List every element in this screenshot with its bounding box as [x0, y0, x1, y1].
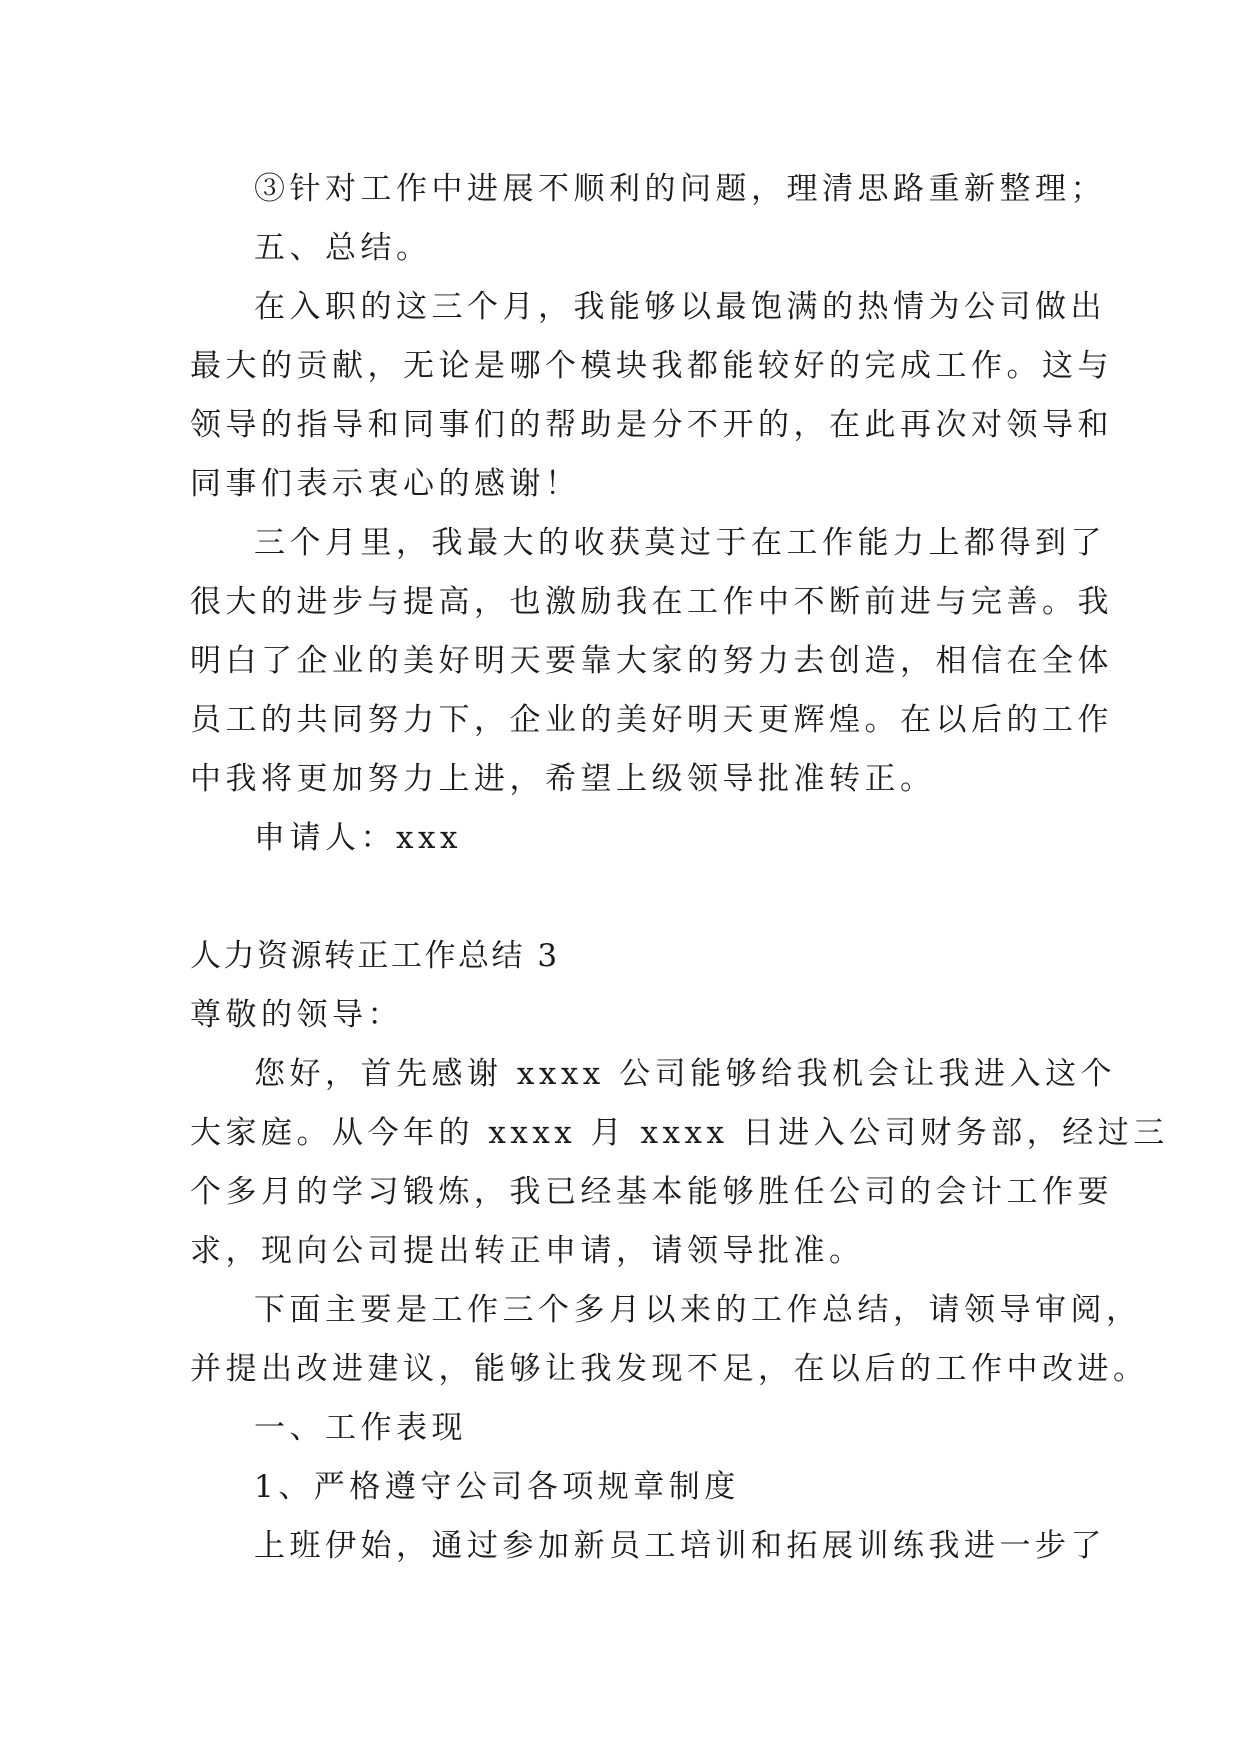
paragraph-line: 三个月里，我最大的收获莫过于在工作能力上都得到了 [254, 525, 1106, 561]
document-body [190, 160, 1169, 1576]
paragraph-line: 中我将更加努力上进，希望上级领导批准转正。 [190, 761, 936, 797]
paragraph-line: 下面主要是工作三个多月以来的工作总结，请领导审阅， [254, 1292, 1142, 1328]
salutation: 尊敬的领导： [190, 997, 403, 1033]
paragraph-line: 上班伊始，通过参加新员工培训和拓展训练我进一步了 [254, 1528, 1106, 1564]
section-title: 人力资源转正工作总结 3 [190, 938, 560, 974]
paragraph-line: 并提出改进建议，能够让我发现不足，在以后的工作中改进。 [190, 1351, 1149, 1387]
paragraph-line: 领导的指导和同事们的帮助是分不开的，在此再次对领导和 [190, 407, 1113, 443]
applicant-line: 申请人：xxx [254, 820, 462, 856]
subheading-rules: 1、严格遵守公司各项规章制度 [254, 1469, 740, 1505]
paragraph-line: ③针对工作中进展不顺利的问题，理清思路重新整理； [254, 171, 1106, 207]
heading-summary: 五、总结。 [254, 230, 432, 266]
paragraph-line: 求，现向公司提出转正申请，请领导批准。 [190, 1233, 865, 1269]
paragraph-line: 在入职的这三个月，我能够以最饱满的热情为公司做出 [254, 289, 1106, 325]
paragraph-line: 明白了企业的美好明天要靠大家的努力去创造，相信在全体 [190, 643, 1113, 679]
paragraph-line: 同事们表示衷心的感谢！ [190, 466, 581, 502]
heading-work-performance: 一、工作表现 [254, 1410, 467, 1446]
paragraph-line: 大家庭。从今年的 xxxx 月 xxxx 日进入公司财务部，经过三 [190, 1115, 1169, 1151]
section-gap [190, 868, 1070, 927]
paragraph-line: 员工的共同努力下，企业的美好明天更辉煌。在以后的工作 [190, 702, 1113, 738]
paragraph-line: 很大的进步与提高，也激励我在工作中不断前进与完善。我 [190, 584, 1113, 620]
paragraph-line: 个多月的学习锻炼，我已经基本能够胜任公司的会计工作要 [190, 1174, 1113, 1210]
paragraph-line: 您好，首先感谢 xxxx 公司能够给我机会让我进入这个 [254, 1056, 1117, 1092]
paragraph-line: 最大的贡献，无论是哪个模块我都能较好的完成工作。这与 [190, 348, 1113, 384]
